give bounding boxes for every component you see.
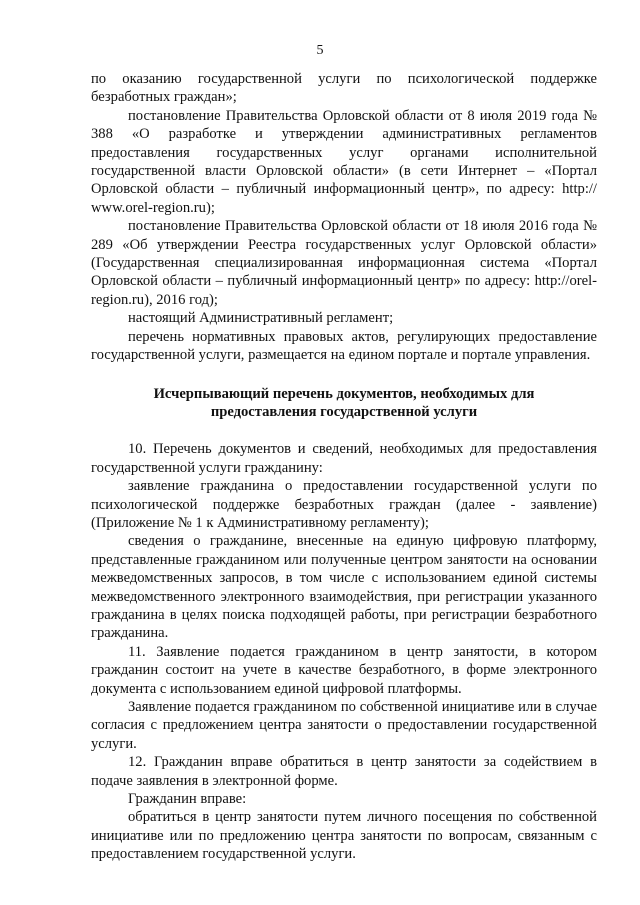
paragraph: сведения о гражданине, внесенные на единую цифровую платформу, представленные гражданином или полученные центром занятости на основании межведомственных запросов, в том числе с использованием единой системы межведомственного электронного взаимодействия, при регистрации указанного гражданина в целях поиска подходящей работы, при регистрации безработного гражданина. bbox=[91, 533, 597, 642]
page-number: 5 bbox=[316, 43, 324, 58]
document-body bbox=[91, 70, 597, 864]
paragraph: 10. Перечень документов и сведений, необходимых для предоставления государственной услуги гражданину: bbox=[91, 441, 597, 476]
paragraph: 11. Заявление подается гражданином в центр занятости, в котором гражданин состоит на учете в качестве безработного, в форме электронного документа с использованием единой цифровой платформы. bbox=[91, 643, 597, 697]
paragraph: настоящий Административный регламент; bbox=[128, 310, 394, 327]
paragraph: Заявление подается гражданином по собственной инициативе или в случае согласия с предложением центра занятости о предоставлении государственной услуги. bbox=[91, 699, 597, 752]
paragraph: 12. Гражданин вправе обратиться в центр занятости за содействием в подаче заявления в электронной форме. bbox=[91, 754, 597, 789]
paragraph: Гражданин вправе: bbox=[128, 791, 247, 808]
paragraph: обратиться в центр занятости путем личного посещения по собственной инициативе или по предложению центра занятости по вопросам, связанным с предоставлением государственной услуги. bbox=[91, 809, 597, 863]
paragraph: заявление гражданина о предоставлении государственной услуги по психологической поддержке безработных граждан (далее - заявление) (Приложение № 1 к Административному регламенту); bbox=[91, 478, 597, 531]
paragraph: постановление Правительства Орловской области от 8 июля 2019 года № 388 «О разработке и утверждении административных регламентов предоставления государственных услуг органами исполнительной государственной власти Орловской области» (в сети Интернет – «Портал Орловской области – публичный информационный центр», по адресу: http:// www.orel-region.ru); bbox=[91, 107, 597, 216]
paragraph: перечень нормативных правовых актов, регулирующих предоставление государственной услуги, размещается на едином портале и портале управления. bbox=[91, 328, 597, 364]
paragraph: по оказанию государственной услуги по психологической поддержке безработных граждан»; bbox=[91, 71, 597, 106]
paragraph: постановление Правительства Орловской области от 18 июля 2016 года № 289 «Об утверждении Реестра государственных услуг Орловской области» (Государственная специализированная информационная система «Портал Орловской области – публичный информационный центр» по адресу: http://orel-region.ru), 2016 год); bbox=[91, 218, 597, 308]
section-heading: Исчерпывающий перечень документов, необходимых для предоставления государственной услуги bbox=[153, 385, 535, 420]
